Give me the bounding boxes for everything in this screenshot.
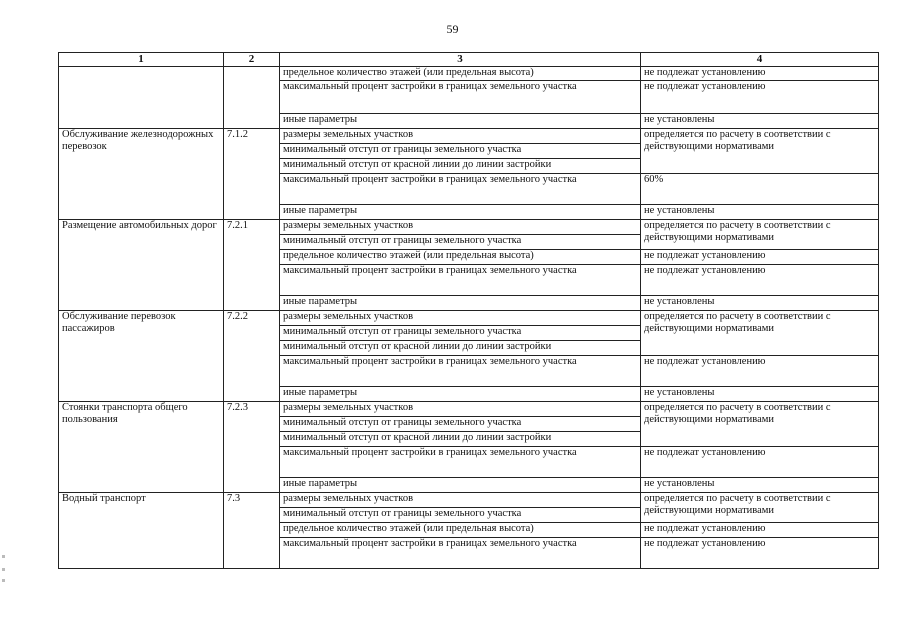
value-cell: не подлежат установлению xyxy=(641,265,879,296)
param-cell: иные параметры xyxy=(280,478,641,493)
table-row xyxy=(59,220,879,235)
use-code-cell: 7.1.2 xyxy=(224,129,280,220)
value-cell: не подлежат установлению xyxy=(641,523,879,538)
param-cell: иные параметры xyxy=(280,114,641,129)
param-cell: предельное количество этажей (или предельная высота) xyxy=(280,523,641,538)
param-cell: размеры земельных участков xyxy=(280,311,641,326)
value-cell: не подлежат установлению xyxy=(641,356,879,387)
param-cell: предельное количество этажей (или предельная высота) xyxy=(280,67,641,81)
param-cell: минимальный отступ от красной линии до линии застройки xyxy=(280,432,641,447)
value-cell: не установлены xyxy=(641,296,879,311)
scan-artifact xyxy=(2,579,5,582)
table-row xyxy=(59,67,879,81)
value-cell: определяется по расчету в соответствии с действующими нормативами xyxy=(641,493,879,523)
param-cell: максимальный процент застройки в границах земельного участка xyxy=(280,81,641,114)
use-code-cell xyxy=(224,67,280,129)
column-header: 4 xyxy=(641,53,879,67)
use-code-cell: 7.2.2 xyxy=(224,311,280,402)
use-name-cell: Водный транспорт xyxy=(59,493,224,569)
param-cell: минимальный отступ от границы земельного участка xyxy=(280,326,641,341)
param-cell: минимальный отступ от красной линии до линии застройки xyxy=(280,341,641,356)
value-cell: не установлены xyxy=(641,114,879,129)
use-name-cell: Размещение автомобильных дорог xyxy=(59,220,224,311)
column-header: 3 xyxy=(280,53,641,67)
use-code-cell: 7.2.3 xyxy=(224,402,280,493)
table-row xyxy=(59,493,879,508)
param-cell: размеры земельных участков xyxy=(280,493,641,508)
value-cell: определяется по расчету в соответствии с действующими нормативами xyxy=(641,311,879,356)
table-row xyxy=(59,311,879,326)
param-cell: максимальный процент застройки в границах земельного участка xyxy=(280,447,641,478)
page-number: 59 xyxy=(446,22,459,36)
param-cell: максимальный процент застройки в границах земельного участка xyxy=(280,265,641,296)
value-cell: не подлежат установлению xyxy=(641,447,879,478)
table-row xyxy=(59,402,879,417)
value-cell: не подлежат установлению xyxy=(641,81,879,114)
table-row xyxy=(59,129,879,144)
value-cell: 60% xyxy=(641,174,879,205)
use-code-cell: 7.3 xyxy=(224,493,280,569)
value-cell: определяется по расчету в соответствии с действующими нормативами xyxy=(641,402,879,447)
value-cell: определяется по расчету в соответствии с действующими нормативами xyxy=(641,220,879,250)
param-cell: минимальный отступ от границы земельного участка xyxy=(280,144,641,159)
param-cell: иные параметры xyxy=(280,387,641,402)
param-cell: размеры земельных участков xyxy=(280,129,641,144)
regulations-table xyxy=(58,52,879,569)
param-cell: максимальный процент застройки в границах земельного участка xyxy=(280,538,641,569)
param-cell: размеры земельных участков xyxy=(280,402,641,417)
use-name-cell: Обслуживание перевозок пассажиров xyxy=(59,311,224,402)
header-row xyxy=(59,53,879,67)
use-name-cell xyxy=(59,67,224,129)
scan-artifact xyxy=(2,555,5,558)
param-cell: предельное количество этажей (или предельная высота) xyxy=(280,250,641,265)
value-cell: не подлежат установлению xyxy=(641,250,879,265)
value-cell: определяется по расчету в соответствии с действующими нормативами xyxy=(641,129,879,174)
value-cell: не подлежат установлению xyxy=(641,67,879,81)
use-name-cell: Обслуживание железнодорожных перевозок xyxy=(59,129,224,220)
param-cell: иные параметры xyxy=(280,296,641,311)
value-cell: не подлежат установлению xyxy=(641,538,879,569)
use-name-cell: Стоянки транспорта общего пользования xyxy=(59,402,224,493)
param-cell: минимальный отступ от границы земельного участка xyxy=(280,508,641,523)
param-cell: минимальный отступ от границы земельного участка xyxy=(280,417,641,432)
value-cell: не установлены xyxy=(641,387,879,402)
column-header: 2 xyxy=(224,53,280,67)
value-cell: не установлены xyxy=(641,478,879,493)
value-cell: не установлены xyxy=(641,205,879,220)
param-cell: минимальный отступ от границы земельного участка xyxy=(280,235,641,250)
param-cell: минимальный отступ от красной линии до линии застройки xyxy=(280,159,641,174)
param-cell: иные параметры xyxy=(280,205,641,220)
param-cell: максимальный процент застройки в границах земельного участка xyxy=(280,174,641,205)
use-code-cell: 7.2.1 xyxy=(224,220,280,311)
column-header: 1 xyxy=(59,53,224,67)
scan-artifact xyxy=(2,568,5,571)
param-cell: размеры земельных участков xyxy=(280,220,641,235)
param-cell: максимальный процент застройки в границах земельного участка xyxy=(280,356,641,387)
